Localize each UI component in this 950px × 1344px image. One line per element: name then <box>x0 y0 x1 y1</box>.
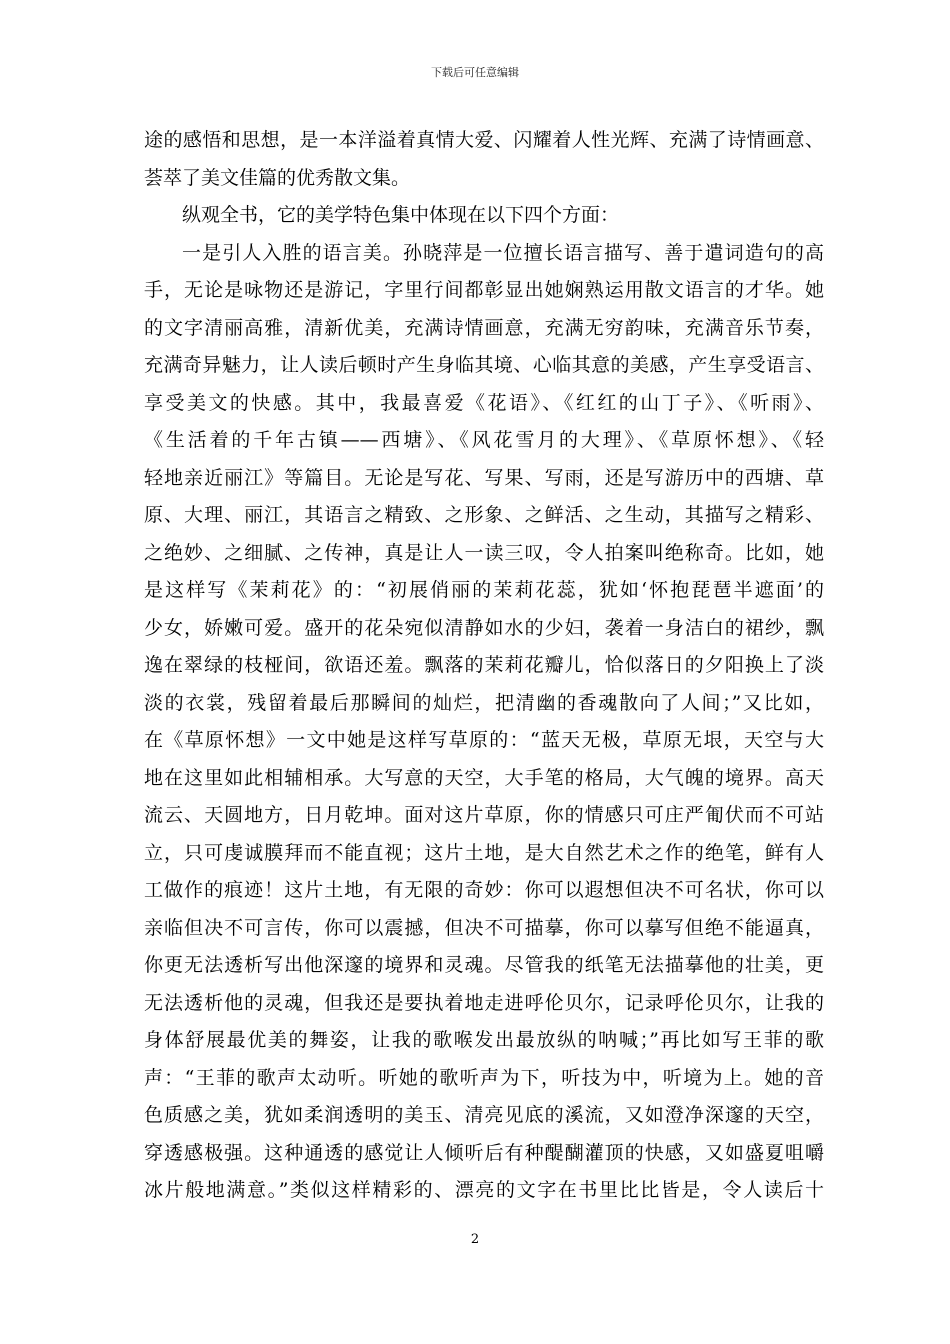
text-line: 声：“王菲的歌声太动听。听她的歌听声为下，听技为中，听境为上。她的音 <box>144 1066 824 1089</box>
text-line: 无法透析他的灵魂，但我还是要执着地走进呼伦贝尔，记录呼伦贝尔，让我的 <box>144 991 824 1014</box>
text-line: 流云、天圆地方，日月乾坤。面对这片草原，你的情感只可庄严匍伏而不可站 <box>144 804 824 826</box>
text-line: 手，无论是咏物还是游记，字里行间都彰显出她娴熟运用散文语言的才华。她 <box>144 279 824 301</box>
paragraph <box>144 197 824 235</box>
text-line: 色质感之美，犹如柔润透明的美玉、清亮见底的溪流，又如澄净深邃的天空， <box>144 1104 824 1126</box>
document-body <box>144 122 824 1210</box>
paragraph <box>144 235 824 1210</box>
text-line: 亲临但决不可言传，你可以震撼，但决不可描摹，你可以摹写但绝不能逼真， <box>144 916 824 939</box>
text-line: 之绝妙、之细腻、之传神，真是让人一读三叹，令人拍案叫绝称奇。比如，她 <box>144 541 824 564</box>
text-line: 享受美文的快感。其中，我最喜爱《花语》、《红红的山丁子》、《听雨》、 <box>144 391 824 414</box>
text-line: 逸在翠绿的枝桠间，欲语还羞。飘落的茉莉花瓣儿，恰似落日的夕阳换上了淡 <box>144 654 824 676</box>
text-line: 一是引人入胜的语言美。孙晓萍是一位擅长语言描写、善于遣词造句的高 <box>182 241 824 264</box>
text-line: 是这样写《茉莉花》的：“初展俏丽的茉莉花蕊，犹如‘怀抱琵琶半遮面’的 <box>144 579 824 601</box>
text-line: 纵观全书，它的美学特色集中体现在以下四个方面： <box>182 204 620 226</box>
page-number: 2 <box>470 1232 480 1247</box>
text-line: 地在这里如此相辅相承。大写意的天空，大手笔的格局，大气魄的境界。高天 <box>144 766 824 789</box>
text-line: 工做作的痕迹！这片土地，有无限的奇妙：你可以遐想但决不可名状，你可以 <box>144 879 824 901</box>
text-line: 冰片般地满意。”类似这样精彩的、漂亮的文字在书里比比皆是，令人读后十 <box>144 1179 824 1201</box>
text-line: 《生活着的千年古镇——西塘》、《风花雪月的大理》、《草原怀想》、《轻 <box>144 429 824 451</box>
text-line: 淡的衣裳，残留着最后那瞬间的灿烂，把清幽的香魂散向了人间；”又比如， <box>144 691 824 714</box>
text-line: 轻地亲近丽江》等篇目。无论是写花、写果、写雨，还是写游历中的西塘、草 <box>144 466 824 489</box>
text-line: 的文字清丽高雅，清新优美，充满诗情画意，充满无穷韵味，充满音乐节奏， <box>144 316 824 339</box>
text-line: 穿透感极强。这种通透的感觉让人倾听后有种醍醐灌顶的快感，又如盛夏咀嚼 <box>144 1141 824 1164</box>
text-line: 原、大理、丽江，其语言之精致、之形象、之鲜活、之生动，其描写之精彩、 <box>144 504 824 526</box>
page-header: 下载后可任意编辑 <box>431 66 519 79</box>
text-line: 在《草原怀想》一文中她是这样写草原的：“蓝天无极，草原无垠，天空与大 <box>144 729 824 751</box>
text-line: 立，只可虔诚膜拜而不能直视；这片土地，是大自然艺术之作的绝笔，鲜有人 <box>144 841 824 864</box>
text-line: 充满奇异魅力，让人读后顿时产生身临其境、心临其意的美感，产生享受语言、 <box>144 354 824 376</box>
text-line: 身体舒展最优美的舞姿，让我的歌喉发出最放纵的呐喊；”再比如写王菲的歌 <box>144 1029 824 1051</box>
text-line: 你更无法透析写出他深邃的境界和灵魂。尽管我的纸笔无法描摹他的壮美，更 <box>144 954 824 976</box>
paragraph <box>144 122 824 197</box>
text-line: 少女，娇嫩可爱。盛开的花朵宛似清静如水的少妇，袭着一身洁白的裙纱，飘 <box>144 616 824 639</box>
text-line: 途的感悟和思想，是一本洋溢着真情大爱、闪耀着人性光辉、充满了诗情画意、 <box>144 129 824 151</box>
text-line: 荟萃了美文佳篇的优秀散文集。 <box>144 166 411 189</box>
